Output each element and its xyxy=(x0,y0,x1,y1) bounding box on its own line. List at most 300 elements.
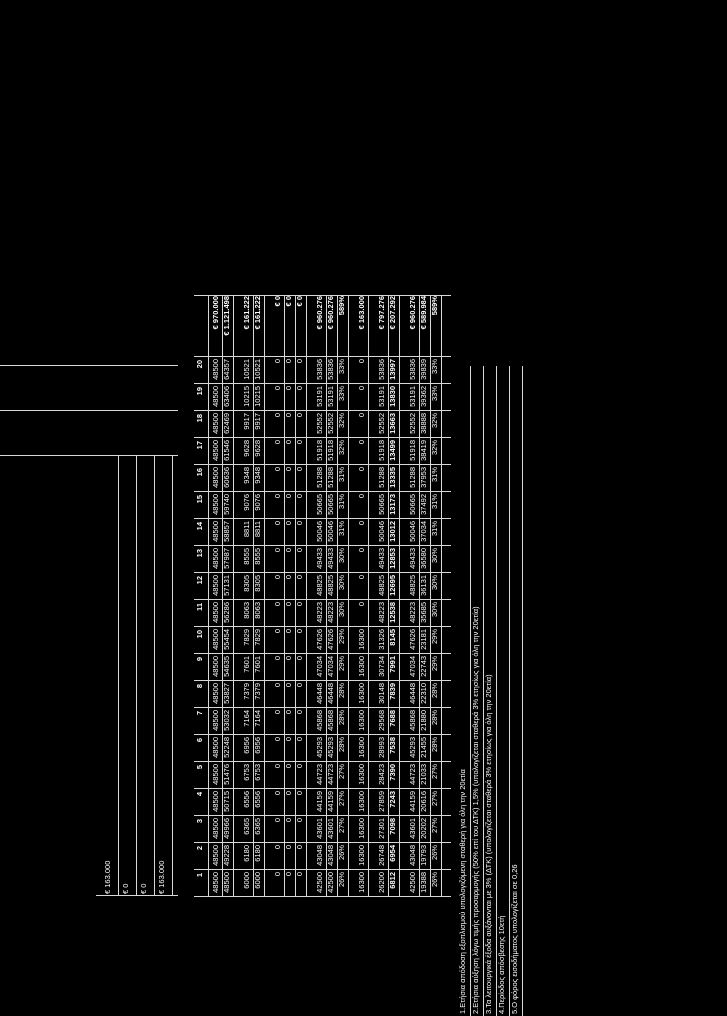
cell-g2-r1-c4: 0 xyxy=(284,791,293,796)
cell-g0-r0-c4: 48500 xyxy=(211,791,220,812)
cell-g2-r1-c6: 0 xyxy=(284,737,293,742)
cell-g6-r2-c7: 28% xyxy=(430,710,439,726)
row-total-g6-r1: € 589.984 xyxy=(419,296,428,330)
cell-g1-r1-c18: 9917 xyxy=(253,413,262,430)
cell-g2-r1-c19: 0 xyxy=(284,386,293,391)
year-header-8: 8 xyxy=(195,684,204,689)
cell-g5-r1-c16: 13335 xyxy=(388,467,397,488)
cell-g0-r1-c16: 60636 xyxy=(222,467,231,488)
cell-g2-r1-c8: 0 xyxy=(284,683,293,688)
row-total-g3-r1: € 960.276 xyxy=(326,296,335,330)
cell-g6-r2-c17: 32% xyxy=(430,440,439,456)
cell-g6-r2-c2: 26% xyxy=(430,845,439,861)
header-border xyxy=(96,895,178,896)
row-total-g2-r2: € 0 xyxy=(295,296,304,307)
cell-g2-r1-c7: 0 xyxy=(284,710,293,715)
cell-g1-r0-c7: 7164 xyxy=(242,710,251,727)
cell-g3-r0-c12: 48825 xyxy=(315,575,324,596)
cell-g2-r0-c19: 0 xyxy=(273,386,282,391)
cell-g0-r1-c13: 57987 xyxy=(222,548,231,569)
cell-g5-r0-c2: 26748 xyxy=(377,845,386,866)
cell-g1-r0-c16: 9348 xyxy=(242,467,251,484)
cell-g0-r1-c19: 63406 xyxy=(222,386,231,407)
cell-g2-r0-c5: 0 xyxy=(273,764,282,769)
cell-g1-r1-c8: 7379 xyxy=(253,683,262,700)
cell-g0-r1-c14: 58857 xyxy=(222,521,231,542)
cell-g2-r1-c15: 0 xyxy=(284,494,293,499)
cell-g6-r1-c16: 37953 xyxy=(419,467,428,488)
column-rule xyxy=(194,437,451,438)
cell-g2-r2-c17: 0 xyxy=(295,440,304,445)
row-total-g1-r1: € 161.222 xyxy=(253,296,262,330)
column-rule xyxy=(194,896,451,897)
cell-g3-r0-c1: 42500 xyxy=(315,872,324,893)
year-header-14: 14 xyxy=(195,522,204,531)
cell-g5-r0-c4: 27859 xyxy=(377,791,386,812)
cell-g2-r1-c5: 0 xyxy=(284,764,293,769)
cell-g3-r1-c13: 49433 xyxy=(326,548,335,569)
cell-g3-r0-c3: 43601 xyxy=(315,818,324,839)
cell-g6-r0-c4: 44159 xyxy=(408,791,417,812)
footnote-1: 1.Ετήσια απόδοση εξοπλισμού υπολογιζόμενη σταθερή για όλη την 20ετία xyxy=(458,769,467,1014)
cell-g5-r0-c6: 28993 xyxy=(377,737,386,758)
cell-g3-r1-c12: 48825 xyxy=(326,575,335,596)
cell-g5-r0-c16: 51288 xyxy=(377,467,386,488)
cell-g5-r0-c3: 27301 xyxy=(377,818,386,839)
cell-g5-r1-c3: 7098 xyxy=(388,818,397,835)
cell-g1-r1-c16: 9348 xyxy=(253,467,262,484)
cell-g1-r0-c18: 9917 xyxy=(242,413,251,430)
cell-g2-r0-c6: 0 xyxy=(273,737,282,742)
cell-g6-r0-c3: 43601 xyxy=(408,818,417,839)
cell-g6-r2-c18: 32% xyxy=(430,413,439,429)
cell-g0-r0-c12: 48500 xyxy=(211,575,220,596)
cell-g4-r0-c11: 0 xyxy=(357,602,366,607)
cell-g2-r1-c10: 0 xyxy=(284,629,293,634)
cell-g1-r1-c5: 6753 xyxy=(253,764,262,781)
cell-g0-r1-c11: 56286 xyxy=(222,602,231,623)
cell-g1-r1-c9: 7601 xyxy=(253,656,262,673)
cell-g2-r0-c12: 0 xyxy=(273,575,282,580)
cell-g0-r0-c1: 48500 xyxy=(211,872,220,893)
cell-g0-r1-c20: 64357 xyxy=(222,359,231,380)
cell-g1-r1-c7: 7164 xyxy=(253,710,262,727)
cell-g3-r1-c14: 50046 xyxy=(326,521,335,542)
cell-g1-r1-c10: 7829 xyxy=(253,629,262,646)
row-total-g1-r0: € 161.222 xyxy=(242,296,251,330)
cell-g6-r2-c6: 28% xyxy=(430,737,439,753)
cell-g3-r2-c13: 30% xyxy=(337,548,346,564)
cell-g1-r1-c6: 6956 xyxy=(253,737,262,754)
cell-g1-r0-c8: 7379 xyxy=(242,683,251,700)
cell-g4-r0-c14: 0 xyxy=(357,521,366,526)
column-rule xyxy=(194,410,451,411)
year-header-2: 2 xyxy=(195,846,204,851)
cell-g3-r2-c2: 26% xyxy=(337,845,346,861)
cell-g5-r1-c19: 13830 xyxy=(388,386,397,407)
column-rule xyxy=(194,734,451,735)
cell-g0-r0-c9: 48500 xyxy=(211,656,220,677)
cell-g6-r0-c10: 47626 xyxy=(408,629,417,650)
cell-g2-r2-c18: 0 xyxy=(295,413,304,418)
cell-g5-r1-c17: 13499 xyxy=(388,440,397,461)
cell-g3-r2-c19: 33% xyxy=(337,386,346,402)
header-value-line2: € 0 xyxy=(121,883,130,894)
cell-g4-r0-c3: 16300 xyxy=(357,818,366,839)
cell-g3-r2-c6: 28% xyxy=(337,737,346,753)
cell-g4-r0-c13: 0 xyxy=(357,548,366,553)
cell-g2-r0-c9: 0 xyxy=(273,656,282,661)
cell-g3-r2-c9: 29% xyxy=(337,656,346,672)
cell-g0-r0-c16: 48500 xyxy=(211,467,220,488)
cell-g0-r0-c5: 48500 xyxy=(211,764,220,785)
cell-g3-r1-c17: 51918 xyxy=(326,440,335,461)
cell-g5-r1-c15: 13173 xyxy=(388,494,397,515)
cell-g3-r0-c11: 48223 xyxy=(315,602,324,623)
cell-g1-r1-c3: 6365 xyxy=(253,818,262,835)
cell-g5-r0-c20: 53836 xyxy=(377,359,386,380)
cell-g2-r2-c14: 0 xyxy=(295,521,304,526)
cell-g6-r2-c20: 33% xyxy=(430,359,439,375)
cell-g5-r1-c18: 13663 xyxy=(388,413,397,434)
cell-g3-r2-c11: 30% xyxy=(337,602,346,618)
cell-g3-r0-c6: 45293 xyxy=(315,737,324,758)
cell-g3-r2-c1: 26% xyxy=(337,872,346,888)
header-value-total: € 163.000 xyxy=(157,860,166,894)
cell-g6-r0-c18: 52552 xyxy=(408,413,417,434)
cell-g6-r1-c9: 22743 xyxy=(419,656,428,677)
cell-g1-r1-c2: 6180 xyxy=(253,845,262,862)
cell-g3-r2-c5: 27% xyxy=(337,764,346,780)
cell-g3-r1-c15: 50665 xyxy=(326,494,335,515)
cell-g3-r1-c11: 48223 xyxy=(326,602,335,623)
cell-g2-r0-c13: 0 xyxy=(273,548,282,553)
cell-g6-r0-c5: 44723 xyxy=(408,764,417,785)
cell-g0-r1-c12: 57131 xyxy=(222,575,231,596)
cell-g0-r1-c7: 53032 xyxy=(222,710,231,731)
cell-g1-r0-c20: 10521 xyxy=(242,359,251,380)
cell-g2-r0-c10: 0 xyxy=(273,629,282,634)
column-rule xyxy=(194,707,451,708)
column-rule xyxy=(194,842,451,843)
cell-g1-r1-c15: 9076 xyxy=(253,494,262,511)
cell-g2-r2-c8: 0 xyxy=(295,683,304,688)
cell-g5-r1-c7: 7688 xyxy=(388,710,397,727)
cell-g2-r1-c9: 0 xyxy=(284,656,293,661)
cell-g2-r1-c13: 0 xyxy=(284,548,293,553)
cell-g3-r1-c7: 45868 xyxy=(326,710,335,731)
cell-g1-r1-c4: 6556 xyxy=(253,791,262,808)
cell-g3-r0-c8: 46448 xyxy=(315,683,324,704)
cell-g3-r2-c18: 32% xyxy=(337,413,346,429)
cell-g6-r2-c4: 27% xyxy=(430,791,439,807)
cell-g4-r0-c15: 0 xyxy=(357,494,366,499)
column-rule xyxy=(194,680,451,681)
footnote-4: 4.Περίοδος απόσβεσης 10ετή xyxy=(497,915,506,1014)
cell-g0-r0-c8: 48500 xyxy=(211,683,220,704)
cell-g0-r0-c11: 48500 xyxy=(211,602,220,623)
cell-g3-r2-c10: 29% xyxy=(337,629,346,645)
cell-g6-r0-c6: 45293 xyxy=(408,737,417,758)
cell-g6-r0-c8: 46448 xyxy=(408,683,417,704)
cell-g3-r2-c3: 27% xyxy=(337,818,346,834)
column-rule xyxy=(194,788,451,789)
footnote-rule xyxy=(522,366,523,1016)
cell-g5-r1-c12: 12695 xyxy=(388,575,397,596)
cell-g2-r2-c4: 0 xyxy=(295,791,304,796)
cell-g2-r1-c17: 0 xyxy=(284,440,293,445)
cell-g3-r2-c8: 28% xyxy=(337,683,346,699)
footnote-3: 3.Τα λειτουργικά έξοδα αυξάνονται με 3% (ΔΤΚ) (υπολογίζεται σταθερά 3% ετησίως για όλη την 20ετία) xyxy=(484,674,493,1014)
cell-g0-r0-c2: 48500 xyxy=(211,845,220,866)
year-header-6: 6 xyxy=(195,738,204,743)
cell-g1-r0-c11: 8063 xyxy=(242,602,251,619)
cell-g6-r1-c12: 36131 xyxy=(419,575,428,596)
cell-g5-r1-c20: 13997 xyxy=(388,359,397,380)
row-total-g6-r0: € 960.276 xyxy=(408,296,417,330)
row-rule xyxy=(233,296,234,896)
cell-g5-r0-c17: 51918 xyxy=(377,440,386,461)
cell-g3-r1-c20: 53836 xyxy=(326,359,335,380)
cell-g2-r2-c7: 0 xyxy=(295,710,304,715)
cell-g0-r1-c9: 54635 xyxy=(222,656,231,677)
row-total-g3-r0: € 960.276 xyxy=(315,296,324,330)
cell-g0-r1-c6: 52248 xyxy=(222,737,231,758)
cell-g3-r0-c10: 47626 xyxy=(315,629,324,650)
cell-g0-r0-c19: 48500 xyxy=(211,386,220,407)
cell-g1-r0-c3: 6365 xyxy=(242,818,251,835)
cell-g2-r1-c18: 0 xyxy=(284,413,293,418)
cell-g3-r2-c12: 30% xyxy=(337,575,346,591)
cell-g6-r2-c12: 30% xyxy=(430,575,439,591)
year-header-5: 5 xyxy=(195,765,204,770)
year-header-20: 20 xyxy=(195,360,204,369)
cell-g6-r1-c15: 37492 xyxy=(419,494,428,515)
row-rule xyxy=(368,296,369,896)
cell-g3-r0-c5: 44723 xyxy=(315,764,324,785)
column-rule xyxy=(194,356,451,357)
column-rule xyxy=(194,761,451,762)
cell-g0-r1-c1: 48500 xyxy=(222,872,231,893)
cell-g2-r1-c20: 0 xyxy=(284,359,293,364)
year-header-19: 19 xyxy=(195,387,204,396)
cell-g1-r0-c13: 8555 xyxy=(242,548,251,565)
cell-g2-r2-c2: 0 xyxy=(295,845,304,850)
cell-g5-r0-c7: 29568 xyxy=(377,710,386,731)
cell-g0-r1-c10: 55454 xyxy=(222,629,231,650)
cell-g6-r2-c9: 29% xyxy=(430,656,439,672)
cell-g6-r1-c20: 39839 xyxy=(419,359,428,380)
cell-g2-r2-c16: 0 xyxy=(295,467,304,472)
cell-g0-r1-c8: 53827 xyxy=(222,683,231,704)
cell-g5-r1-c11: 12538 xyxy=(388,602,397,623)
cell-g6-r2-c11: 30% xyxy=(430,602,439,618)
cell-g6-r2-c19: 33% xyxy=(430,386,439,402)
cell-g3-r2-c7: 28% xyxy=(337,710,346,726)
cell-g3-r1-c8: 46448 xyxy=(326,683,335,704)
cell-g1-r0-c1: 6000 xyxy=(242,872,251,889)
header-rule xyxy=(118,456,119,896)
cell-g2-r2-c3: 0 xyxy=(295,818,304,823)
cell-g3-r2-c17: 32% xyxy=(337,440,346,456)
cell-g0-r0-c13: 48500 xyxy=(211,548,220,569)
cell-g3-r0-c15: 50665 xyxy=(315,494,324,515)
cell-g2-r0-c2: 0 xyxy=(273,845,282,850)
cell-g6-r2-c1: 26% xyxy=(430,872,439,888)
cell-g4-r0-c17: 0 xyxy=(357,440,366,445)
cell-g2-r2-c10: 0 xyxy=(295,629,304,634)
cell-g5-r1-c13: 12853 xyxy=(388,548,397,569)
cell-g5-r1-c4: 7243 xyxy=(388,791,397,808)
column-rule xyxy=(194,491,451,492)
cell-g6-r2-c10: 29% xyxy=(430,629,439,645)
cell-g2-r1-c3: 0 xyxy=(284,818,293,823)
cell-g1-r0-c19: 10215 xyxy=(242,386,251,407)
row-rule xyxy=(441,296,442,896)
cell-g6-r2-c5: 27% xyxy=(430,764,439,780)
cell-g3-r1-c4: 44159 xyxy=(326,791,335,812)
cell-g1-r0-c10: 7829 xyxy=(242,629,251,646)
cell-g6-r0-c13: 49433 xyxy=(408,548,417,569)
cell-g5-r0-c19: 53191 xyxy=(377,386,386,407)
cell-g3-r0-c4: 44159 xyxy=(315,791,324,812)
year-header-4: 4 xyxy=(195,792,204,797)
column-rule xyxy=(194,464,451,465)
cell-g5-r0-c18: 52552 xyxy=(377,413,386,434)
cell-g0-r1-c15: 59740 xyxy=(222,494,231,515)
cell-g2-r0-c7: 0 xyxy=(273,710,282,715)
cell-g3-r0-c9: 47034 xyxy=(315,656,324,677)
cell-g1-r1-c12: 8305 xyxy=(253,575,262,592)
year-header-17: 17 xyxy=(195,441,204,450)
column-rule xyxy=(194,295,451,296)
cell-g0-r1-c18: 62469 xyxy=(222,413,231,434)
cell-g2-r0-c16: 0 xyxy=(273,467,282,472)
cell-g6-r0-c11: 48223 xyxy=(408,602,417,623)
cell-g2-r2-c6: 0 xyxy=(295,737,304,742)
cell-g0-r1-c5: 51476 xyxy=(222,764,231,785)
cell-g1-r1-c14: 8811 xyxy=(253,521,262,538)
cell-g3-r2-c4: 27% xyxy=(337,791,346,807)
cell-g2-r2-c1: 0 xyxy=(295,872,304,877)
cell-g0-r0-c3: 48500 xyxy=(211,818,220,839)
cell-g2-r0-c20: 0 xyxy=(273,359,282,364)
row-total-g2-r0: € 0 xyxy=(273,296,282,307)
cell-g6-r2-c8: 28% xyxy=(430,683,439,699)
column-rule xyxy=(194,545,451,546)
cell-g0-r0-c6: 48500 xyxy=(211,737,220,758)
cell-g0-r0-c10: 48500 xyxy=(211,629,220,650)
row-total-g0-r1: € 1.121.498 xyxy=(222,296,231,336)
cell-g3-r1-c2: 43048 xyxy=(326,845,335,866)
cell-g3-r0-c14: 50046 xyxy=(315,521,324,542)
row-total-g4-r0: € 163.000 xyxy=(357,296,366,330)
cell-g3-r1-c1: 42500 xyxy=(326,872,335,893)
cell-g6-r0-c20: 53836 xyxy=(408,359,417,380)
cell-g2-r0-c1: 0 xyxy=(273,872,282,877)
cell-g6-r1-c11: 35685 xyxy=(419,602,428,623)
row-rule xyxy=(264,296,265,896)
row-total-g6-r2: 589% xyxy=(430,296,439,316)
cell-g6-r1-c4: 20616 xyxy=(419,791,428,812)
cell-g6-r1-c7: 21880 xyxy=(419,710,428,731)
year-header-16: 16 xyxy=(195,468,204,477)
cell-g6-r2-c15: 31% xyxy=(430,494,439,510)
cell-g5-r0-c15: 50665 xyxy=(377,494,386,515)
cell-g5-r0-c11: 48223 xyxy=(377,602,386,623)
cell-g3-r0-c16: 51288 xyxy=(315,467,324,488)
cell-g5-r1-c1: 6812 xyxy=(388,872,397,889)
cell-g6-r2-c16: 31% xyxy=(430,467,439,483)
cell-g0-r0-c15: 48500 xyxy=(211,494,220,515)
cell-g4-r0-c12: 0 xyxy=(357,575,366,580)
cell-g6-r2-c3: 27% xyxy=(430,818,439,834)
cell-g4-r0-c19: 0 xyxy=(357,386,366,391)
header-rule xyxy=(136,456,137,896)
cell-g3-r2-c20: 33% xyxy=(337,359,346,375)
header-border xyxy=(0,410,178,411)
cell-g5-r0-c5: 28423 xyxy=(377,764,386,785)
cell-g3-r0-c20: 53836 xyxy=(315,359,324,380)
cell-g5-r1-c2: 6954 xyxy=(388,845,397,862)
cell-g3-r0-c13: 49433 xyxy=(315,548,324,569)
cell-g2-r1-c14: 0 xyxy=(284,521,293,526)
cell-g0-r1-c4: 50715 xyxy=(222,791,231,812)
year-header-11: 11 xyxy=(195,603,204,611)
cell-g4-r0-c9: 16300 xyxy=(357,656,366,677)
cell-g2-r1-c16: 0 xyxy=(284,467,293,472)
year-header-12: 12 xyxy=(195,576,204,585)
cell-g5-r0-c13: 49433 xyxy=(377,548,386,569)
cell-g6-r1-c10: 23181 xyxy=(419,629,428,650)
cell-g1-r1-c20: 10521 xyxy=(253,359,262,380)
header-border xyxy=(0,455,178,456)
cell-g6-r1-c3: 20202 xyxy=(419,818,428,839)
cell-g6-r0-c7: 45868 xyxy=(408,710,417,731)
cell-g6-r1-c1: 19388 xyxy=(419,872,428,893)
row-total-g2-r1: € 0 xyxy=(284,296,293,307)
header-border xyxy=(0,365,178,366)
cell-g2-r1-c12: 0 xyxy=(284,575,293,580)
cell-g2-r0-c17: 0 xyxy=(273,440,282,445)
cell-g0-r0-c14: 48500 xyxy=(211,521,220,542)
cell-g5-r0-c10: 31326 xyxy=(377,629,386,650)
cell-g3-r0-c18: 52552 xyxy=(315,413,324,434)
cell-g1-r1-c1: 6000 xyxy=(253,872,262,889)
cell-g1-r0-c14: 8811 xyxy=(242,521,251,538)
cell-g5-r0-c1: 26200 xyxy=(377,872,386,893)
cell-g3-r2-c16: 31% xyxy=(337,467,346,483)
cell-g0-r0-c17: 48500 xyxy=(211,440,220,461)
cell-g6-r0-c16: 51288 xyxy=(408,467,417,488)
cell-g6-r0-c14: 50046 xyxy=(408,521,417,542)
header-value-investment: € 163.000 xyxy=(103,860,112,894)
cell-g2-r0-c18: 0 xyxy=(273,413,282,418)
cell-g2-r0-c15: 0 xyxy=(273,494,282,499)
header-rule xyxy=(154,456,155,896)
cell-g2-r0-c4: 0 xyxy=(273,791,282,796)
cell-g4-r0-c10: 16300 xyxy=(357,629,366,650)
cell-g6-r1-c19: 39362 xyxy=(419,386,428,407)
cell-g2-r0-c14: 0 xyxy=(273,521,282,526)
cell-g3-r2-c14: 31% xyxy=(337,521,346,537)
cell-g6-r0-c19: 53191 xyxy=(408,386,417,407)
year-header-rule xyxy=(208,296,209,896)
cell-g1-r1-c19: 10215 xyxy=(253,386,262,407)
cell-g2-r2-c13: 0 xyxy=(295,548,304,553)
year-header-7: 7 xyxy=(195,711,204,716)
cell-g6-r2-c13: 30% xyxy=(430,548,439,564)
